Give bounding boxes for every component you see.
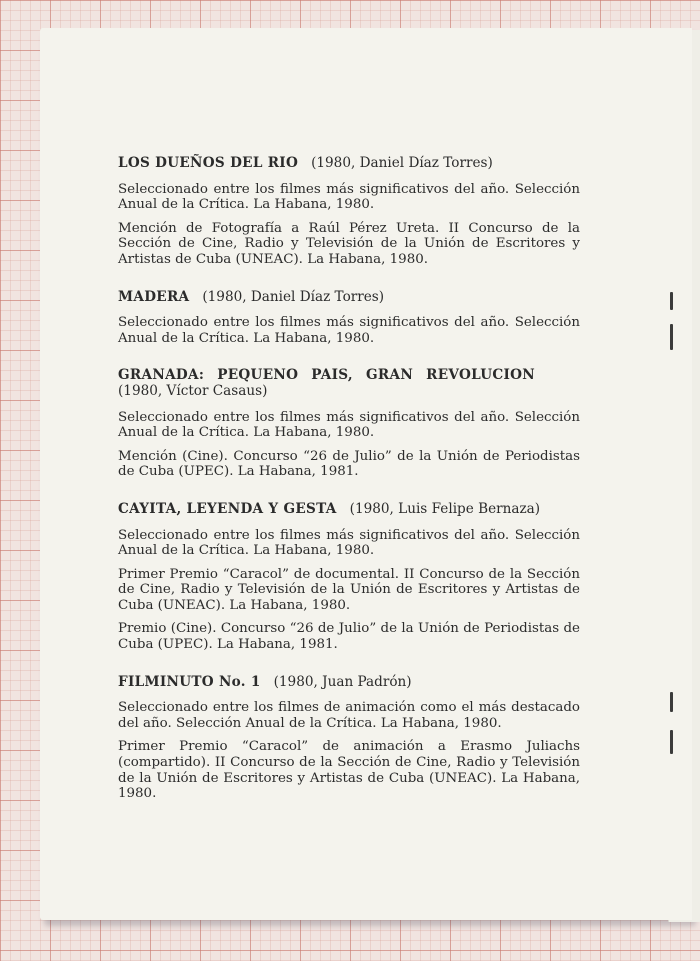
film-meta: (1980, Daniel Díaz Torres) — [202, 288, 385, 305]
entry-heading — [118, 502, 580, 518]
award-paragraph: Mención de Fotografía a Raúl Pérez Ureta. II Concurso de la Sección de Cine, Radio y Televisión de la Unión de Escritores y Artistas de Cuba (UNEAC). La Habana, 1980. — [118, 220, 580, 267]
award-paragraph: Seleccionado entre los filmes más significativos del año. Selección Anual de la Crítica. La Habana, 1980. — [118, 409, 580, 441]
entry-heading — [118, 290, 580, 306]
film-entry — [118, 502, 580, 653]
binding-staple-1 — [670, 292, 673, 310]
film-title: CAYITA, LEYENDA Y GESTA — [118, 500, 337, 517]
film-entry — [118, 156, 580, 268]
award-paragraph: Primer Premio “Caracol” de animación a Erasmo Juliachs (compartido). II Concurso de la Sección de Cine, Radio y Televisión de la Unión de Escritores y Artistas de Cuba (UNEAC). La Habana, 1980. — [118, 739, 580, 802]
film-meta: (1980, Víctor Casaus) — [118, 382, 268, 399]
page-content — [118, 156, 580, 824]
entry-heading — [118, 368, 580, 399]
entry-heading — [118, 156, 580, 172]
binding-staple-2 — [670, 324, 673, 350]
award-paragraph: Seleccionado entre los filmes más significativos del año. Selección Anual de la Crítica. La Habana, 1980. — [118, 181, 580, 213]
award-paragraph: Premio (Cine). Concurso “26 de Julio” de la Unión de Periodistas de Cuba (UPEC). La Habana, 1981. — [118, 621, 580, 653]
award-paragraph: Mención (Cine). Concurso “26 de Julio” de la Unión de Periodistas de Cuba (UPEC). La Habana, 1981. — [118, 448, 580, 480]
film-title: MADERA — [118, 288, 190, 305]
film-meta: (1980, Daniel Díaz Torres) — [311, 155, 493, 171]
film-entry — [118, 368, 580, 480]
entry-heading — [118, 675, 580, 691]
film-title: LOS DUEÑOS DEL RIO — [118, 155, 299, 171]
film-entry — [118, 290, 580, 347]
binding-staple-3 — [670, 692, 673, 712]
film-entry — [118, 675, 580, 802]
binding-staple-4 — [670, 730, 673, 754]
award-paragraph: Primer Premio “Caracol” de documental. II Concurso de la Sección de Cine, Radio y Televisión de la Unión de Escritores y Artistas de Cuba (UNEAC). La Habana, 1980. — [118, 566, 580, 613]
award-paragraph: Seleccionado entre los filmes más significativos del año. Selección Anual de la Crítica. La Habana, 1980. — [118, 315, 580, 346]
film-meta: (1980, Juan Padrón) — [273, 673, 412, 690]
film-meta: (1980, Luis Felipe Bernaza) — [349, 500, 541, 517]
award-paragraph: Seleccionado entre los filmes más significativos del año. Selección Anual de la Crítica. La Habana, 1980. — [118, 527, 580, 559]
film-title: GRANADA: PEQUENO PAIS, GRAN REVOLUCION — [118, 367, 536, 384]
film-title: FILMINUTO No. 1 — [118, 673, 261, 690]
award-paragraph: Seleccionado entre los filmes de animación como el más destacado del año. Selección Anual de la Crítica. La Habana, 1980. — [118, 700, 580, 731]
